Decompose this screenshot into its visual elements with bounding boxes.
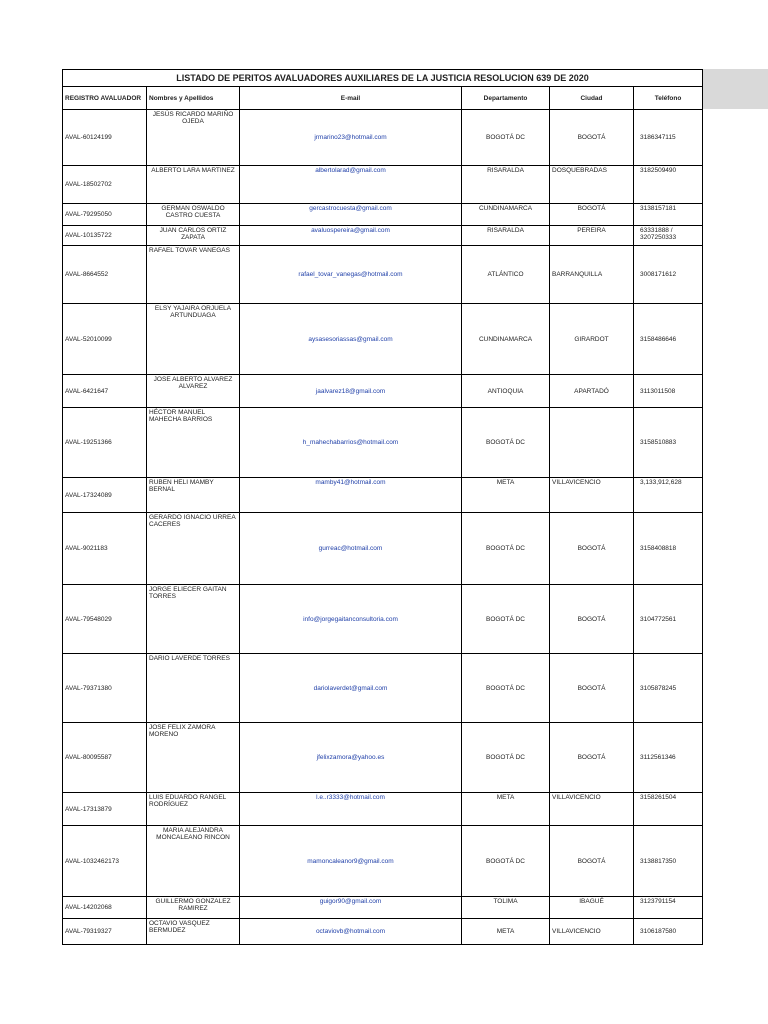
departamento-cell: BOGOTÁ DC (462, 110, 550, 166)
registro-cell: AVAL-79371380 (63, 654, 147, 723)
nombre-cell: RAFAEL TOVAR VANEGAS (147, 246, 240, 304)
header-nombres: Nombres y Apellidos (147, 87, 240, 110)
ciudad-cell: BOGOTÁ (550, 654, 634, 723)
table-row (63, 478, 703, 513)
table-row (63, 246, 703, 304)
ciudad-cell (550, 408, 634, 478)
departamento-cell: ANTIOQUIA (462, 375, 550, 408)
registro-cell: AVAL-14202068 (63, 897, 147, 919)
email-cell: rafael_tovar_vanegas@hotmail.com (240, 246, 462, 304)
registro-cell: AVAL-79319327 (63, 919, 147, 945)
ciudad-cell: IBAGUÉ (550, 897, 634, 919)
ciudad-cell: BOGOTÁ (550, 826, 634, 897)
departamento-cell: ATLÁNTICO (462, 246, 550, 304)
email-cell: l.e..r3333@hotmail.com (240, 793, 462, 826)
email-cell: albertolarad@gmail.com (240, 166, 462, 204)
registro-cell: AVAL-19251366 (63, 408, 147, 478)
header-telefono: Teléfono (634, 87, 703, 110)
table-row (63, 304, 703, 375)
table-row (63, 793, 703, 826)
table-row (63, 897, 703, 919)
telefono-cell: 3158408818 (634, 513, 703, 585)
telefono-cell: 3182509490 (634, 166, 703, 204)
telefono-cell: 63331888 / 3207250333 (634, 226, 703, 246)
departamento-cell: CUNDINAMARCA (462, 204, 550, 226)
nombre-cell: GERARDO IGNACIO URREA CACERES (147, 513, 240, 585)
telefono-cell: 3104772561 (634, 585, 703, 654)
table-row (63, 585, 703, 654)
peritos-table (62, 69, 703, 945)
registro-cell: AVAL-8664552 (63, 246, 147, 304)
nombre-cell: GERMAN OSWALDO CASTRO CUESTA (147, 204, 240, 226)
table-row (63, 654, 703, 723)
ciudad-cell: BOGOTÁ (550, 723, 634, 793)
departamento-cell: META (462, 919, 550, 945)
header-email: E-mail (240, 87, 462, 110)
sheet-tab-area (702, 69, 768, 109)
document-title: LISTADO DE PERITOS AVALUADORES AUXILIARES DE LA JUSTICIA RESOLUCION 639 DE 2020 (63, 70, 703, 87)
departamento-cell: TOLIMA (462, 897, 550, 919)
telefono-cell: 3123791154 (634, 897, 703, 919)
departamento-cell: BOGOTÁ DC (462, 585, 550, 654)
email-cell: guigor90@gmail.com (240, 897, 462, 919)
email-cell: avaluospereira@gmail.com (240, 226, 462, 246)
departamento-cell: META (462, 793, 550, 826)
telefono-cell: 3,133,912,628 (634, 478, 703, 513)
nombre-cell: GUILLERMO GONZALEZ RAMIREZ (147, 897, 240, 919)
email-cell: aysasesoriassas@gmail.com (240, 304, 462, 375)
email-cell: mamoncaleanor9@gmail.com (240, 826, 462, 897)
telefono-cell: 3106187580 (634, 919, 703, 945)
registro-cell: AVAL-10135722 (63, 226, 147, 246)
nombre-cell: ALBERTO LARA MARTINEZ (147, 166, 240, 204)
nombre-cell: JUAN CARLOS ORTIZ ZAPATA (147, 226, 240, 246)
registro-cell: AVAL-60124199 (63, 110, 147, 166)
ciudad-cell: APARTADÓ (550, 375, 634, 408)
nombre-cell: ELSY YAJAIRA ORJUELA ARTUNDUAGA (147, 304, 240, 375)
nombre-cell: RUBEN HELI MAMBY BERNAL (147, 478, 240, 513)
telefono-cell: 3138157181 (634, 204, 703, 226)
header-ciudad: Ciudad (550, 87, 634, 110)
registro-cell: AVAL-79548029 (63, 585, 147, 654)
table-row (63, 513, 703, 585)
departamento-cell: CUNDINAMARCA (462, 304, 550, 375)
email-cell: gurreac@hotmail.com (240, 513, 462, 585)
table-row (63, 826, 703, 897)
registro-cell: AVAL-17324089 (63, 478, 147, 513)
nombre-cell: JESÚS RICARDO MARIÑO OJEDA (147, 110, 240, 166)
table-row (63, 408, 703, 478)
departamento-cell: RISARALDA (462, 226, 550, 246)
departamento-cell: RISARALDA (462, 166, 550, 204)
email-cell: dariolaverdet@gmail.com (240, 654, 462, 723)
departamento-cell: META (462, 478, 550, 513)
departamento-cell: BOGOTÁ DC (462, 513, 550, 585)
email-cell: mamby41@hotmail.com (240, 478, 462, 513)
ciudad-cell: BOGOTÁ (550, 110, 634, 166)
email-cell: gercastrocuesta@gmail.com (240, 204, 462, 226)
telefono-cell: 3112561346 (634, 723, 703, 793)
ciudad-cell: BOGOTÁ (550, 513, 634, 585)
ciudad-cell: VILLAVICENCIO (550, 793, 634, 826)
telefono-cell: 3138817350 (634, 826, 703, 897)
ciudad-cell: BARRANQUILLA (550, 246, 634, 304)
email-cell: jfelixzamora@yahoo.es (240, 723, 462, 793)
email-cell: octaviovb@hotmail.com (240, 919, 462, 945)
departamento-cell: BOGOTÁ DC (462, 654, 550, 723)
nombre-cell: JOSE ALBERTO ALVAREZ ALVAREZ (147, 375, 240, 408)
email-cell: info@jorgegaitanconsultoria.com (240, 585, 462, 654)
table-row (63, 204, 703, 226)
ciudad-cell: VILLAVICENCIO (550, 478, 634, 513)
ciudad-cell: PEREIRA (550, 226, 634, 246)
departamento-cell: BOGOTÁ DC (462, 723, 550, 793)
email-cell: h_mahechabarrios@hotmail.com (240, 408, 462, 478)
table-row (63, 723, 703, 793)
nombre-cell: HÉCTOR MANUEL MAHECHA BARRIOS (147, 408, 240, 478)
nombre-cell: MARIA ALEJANDRA MONCALEANO RINCON (147, 826, 240, 897)
table-row (63, 226, 703, 246)
registro-cell: AVAL-1032462173 (63, 826, 147, 897)
telefono-cell: 3158510883 (634, 408, 703, 478)
registro-cell: AVAL-17313879 (63, 793, 147, 826)
telefono-cell: 3008171612 (634, 246, 703, 304)
table-body (63, 110, 703, 945)
nombre-cell: JOSE FELIX ZAMORA MORENO (147, 723, 240, 793)
departamento-cell: BOGOTÁ DC (462, 408, 550, 478)
ciudad-cell: DOSQUEBRADAS (550, 166, 634, 204)
nombre-cell: LUIS EDUARDO RANGEL RODRÍGUEZ (147, 793, 240, 826)
table-row (63, 375, 703, 408)
ciudad-cell: BOGOTÁ (550, 585, 634, 654)
table-row (63, 166, 703, 204)
telefono-cell: 3186347115 (634, 110, 703, 166)
registro-cell: AVAL-18502702 (63, 166, 147, 204)
email-cell: jrmarino23@hotmail.com (240, 110, 462, 166)
table-row (63, 110, 703, 166)
nombre-cell: OCTAVIO VASQUEZ BERMUDEZ (147, 919, 240, 945)
nombre-cell: JORGE ELIECER GAITAN TORRES (147, 585, 240, 654)
header-registro: REGISTRO AVALUADOR (63, 87, 147, 110)
ciudad-cell: VILLAVICENCIO (550, 919, 634, 945)
registro-cell: AVAL-6421647 (63, 375, 147, 408)
departamento-cell: BOGOTÁ DC (462, 826, 550, 897)
registro-cell: AVAL-52010099 (63, 304, 147, 375)
email-cell: jaalvarez18@gmail.com (240, 375, 462, 408)
telefono-cell: 3158261504 (634, 793, 703, 826)
header-departamento: Departamento (462, 87, 550, 110)
nombre-cell: DARIO LAVERDE TORRES (147, 654, 240, 723)
registro-cell: AVAL-80095587 (63, 723, 147, 793)
telefono-cell: 3113011508 (634, 375, 703, 408)
registro-cell: AVAL-79295050 (63, 204, 147, 226)
telefono-cell: 3105878245 (634, 654, 703, 723)
ciudad-cell: BOGOTÁ (550, 204, 634, 226)
table-row (63, 919, 703, 945)
registro-cell: AVAL-9021183 (63, 513, 147, 585)
telefono-cell: 3158486646 (634, 304, 703, 375)
ciudad-cell: GIRARDOT (550, 304, 634, 375)
